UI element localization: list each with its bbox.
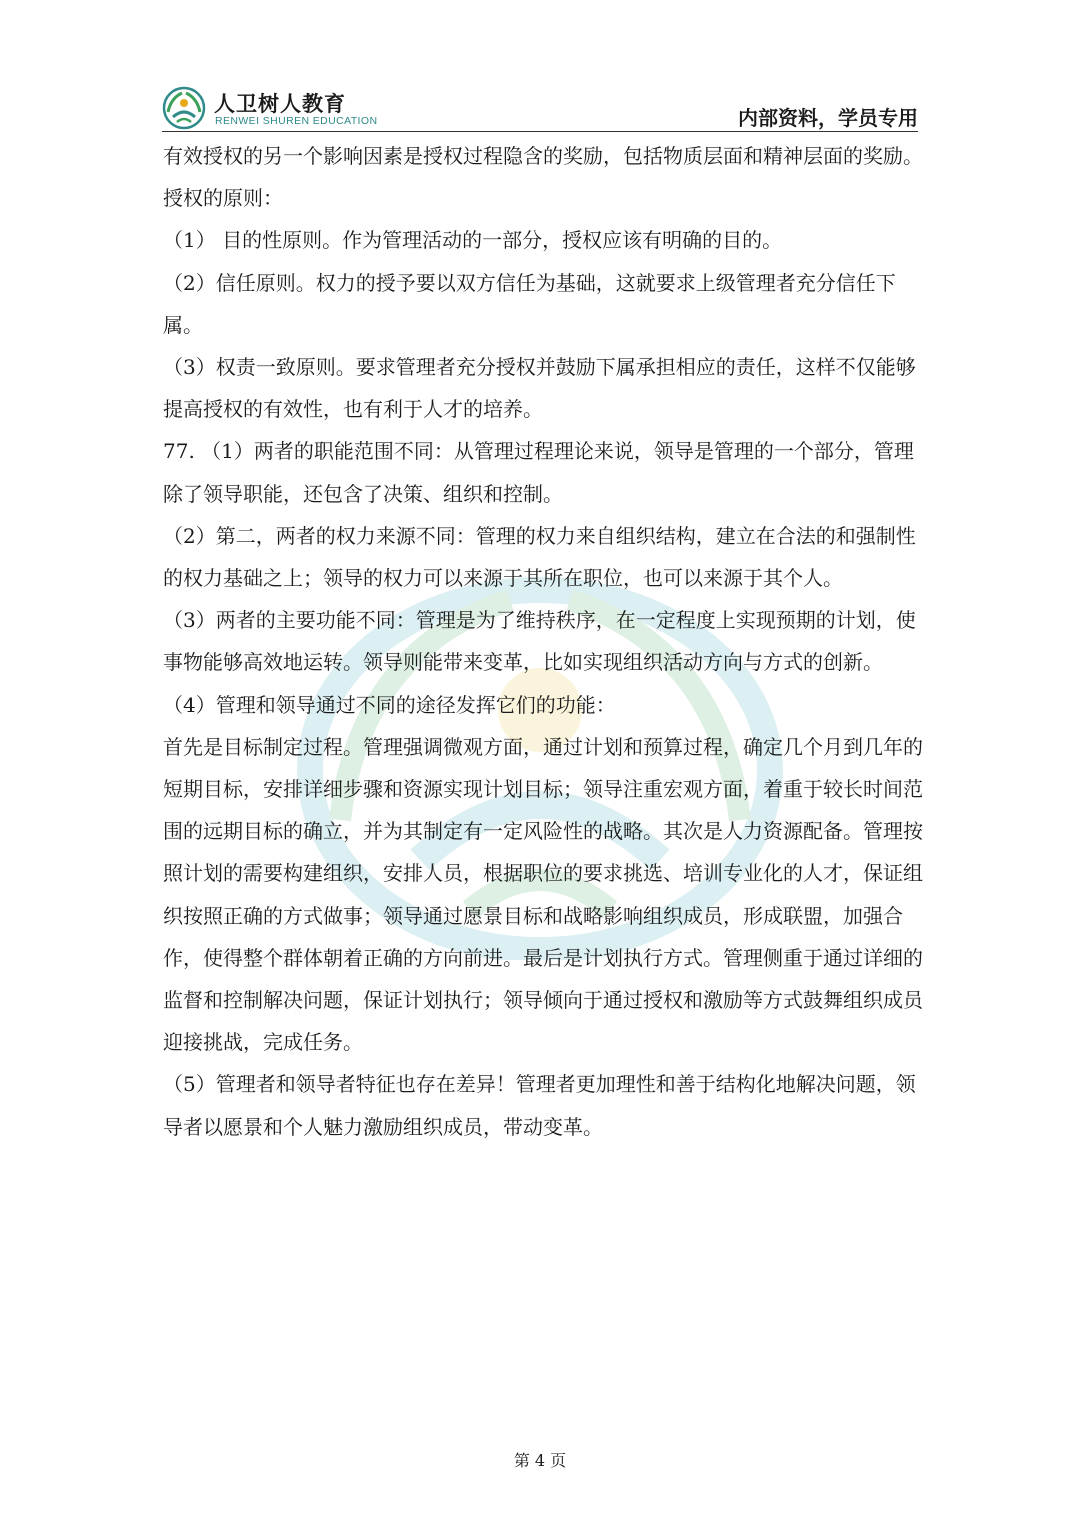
paragraph: （3）权责一致原则。要求管理者充分授权并鼓励下属承担相应的责任，这样不仅能够提高授权的有效性，也有利于人才的培养。 — [163, 355, 916, 422]
internal-use-notice: 内部资料，学员专用 — [738, 106, 918, 130]
paragraph: 77. （1）两者的职能范围不同：从管理过程理论来说，领导是管理的一个部分，管理除了领导职能，还包含了决策、组织和控制。 — [163, 439, 914, 506]
paragraph: （3）两者的主要功能不同：管理是为了维持秩序，在一定程度上实现预期的计划，使事物能够高效地运转。领导则能带来变革，比如实现组织活动方向与方式的创新。 — [163, 608, 916, 675]
header-divider — [162, 131, 918, 132]
paragraph: （2）信任原则。权力的授予要以双方信任为基础，这就要求上级管理者充分信任下属。 — [163, 270, 896, 337]
document-body — [163, 135, 923, 1148]
page-number: 第 4 页 — [513, 1451, 567, 1470]
paragraph: （5）管理者和领导者特征也存在差异！管理者更加理性和善于结构化地解决问题，领导者以愿景和个人魅力激励组织成员，带动变革。 — [163, 1072, 916, 1139]
page-header — [162, 84, 918, 132]
brand-subtitle: RENWEI SHUREN EDUCATION — [215, 115, 378, 127]
paragraph: （2）第二，两者的权力来源不同：管理的权力来自组织结构，建立在合法的和强制性的权力基础之上；领导的权力可以来源于其所在职位，也可以来源于其个人。 — [163, 523, 916, 591]
paragraph: 有效授权的另一个影响因素是授权过程隐含的奖励，包括物质层面和精神层面的奖励。 — [163, 144, 923, 168]
paragraph: （1） 目的性原则。作为管理活动的一部分，授权应该有明确的目的。 — [163, 228, 783, 253]
brand-name: 人卫树人教育 — [214, 92, 346, 116]
paragraph: 首先是目标制定过程。管理强调微观方面，通过计划和预算过程，确定几个月到几年的短期目标，安排详细步骤和资源实现计划目标；领导注重宏观方面，着重于较长时间范围的远期目标的确立，并为其制定有一定风险性的战略。其次是人力资源配备。管理按照计划的需要构建组织，安排人员，根据职位的要求挑选、培训专业化的人才，保证组织按照正确的方式做事；领导通过愿景目标和战略影响组织成员，形成联盟，加强合作，使得整个群体朝着正确的方向前进。最后是计划执行方式。管理侧重于通过详细的监督和控制解决问题，保证计划执行；领导倾向于通过授权和激励等方式鼓舞组织成员迎接挑战，完成任务。 — [163, 734, 923, 1055]
renwei-shuren-logo-icon — [162, 86, 206, 130]
paragraph: 授权的原则： — [163, 186, 283, 211]
paragraph: （4）管理和领导通过不同的途径发挥它们的功能： — [163, 692, 616, 717]
